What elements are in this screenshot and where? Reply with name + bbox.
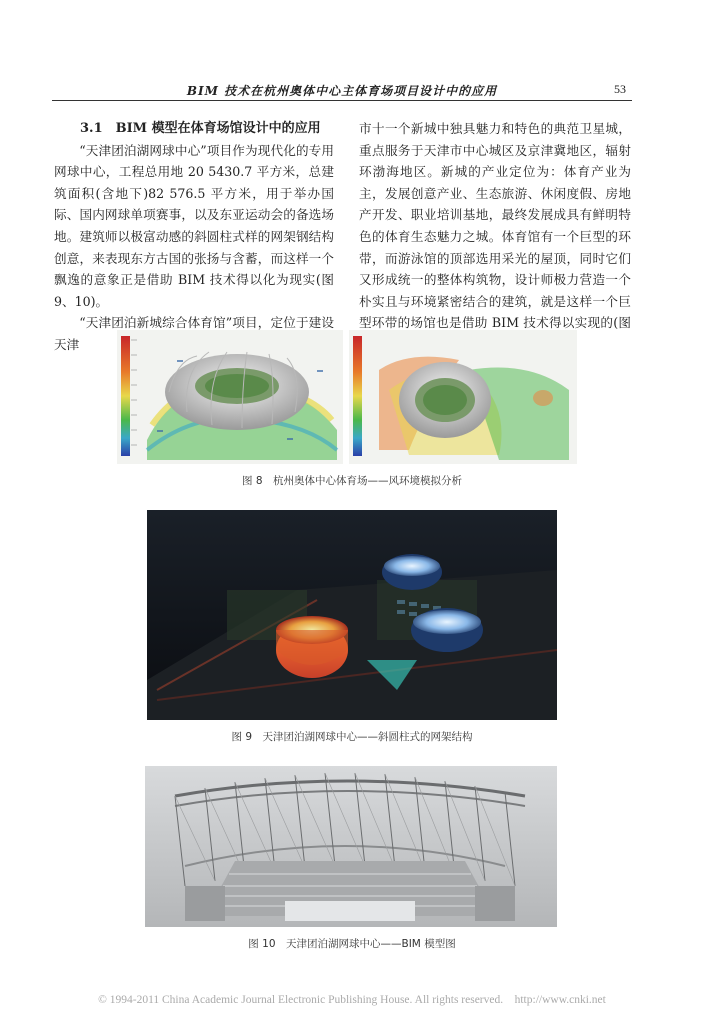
page-number: 53 [614,82,626,96]
small-arena-model [533,390,553,406]
color-legend-bar [353,336,362,456]
arena-large-orange [276,616,348,678]
tennis-center-night-render [147,510,557,720]
tennis-center-bim-model [145,766,557,927]
stadium-model [399,362,491,438]
left-column [54,118,334,356]
figure-9-caption: 图 9 天津团泊湖网球中心——斜圆柱式的网架结构 [231,731,473,743]
paragraph: “天津团泊新城综合体育馆”项目，定位于建设天津 [54,315,334,352]
figure-10-caption: 图 10 天津团泊湖网球中心——BIM 模型图 [248,938,456,950]
paragraph: 市十一个新城中独具魅力和特色的典范卫星城，重点服务于天津市中心城区及京津冀地区，辐射环渤海地区。新城的产业定位为：体育产业为主，发展创意产业、生态旅游、休闲度假、房地产开发、职业培训基地，最终发展成具有鲜明特色的体育生态魅力之城。体育馆有一个巨型的环带，而游泳馆的顶部选用采光的屋顶，同时它们又形成统一的整体构筑物，设计师极力营造一个朴实且与环境紧密结合的建筑，就是这样一个巨型环带的场馆也是借助 BIM 技术得以实现的(图 [359,121,631,331]
figure-10-image [145,766,557,927]
color-legend-bar [121,336,130,456]
arena-top-blue [382,554,442,590]
copyright-footer: © 1994-2011 China Academic Journal Electronic Publishing House. All rights reserved. http://www.cnki.net [98,994,606,1006]
figure-8-right-image [349,330,577,464]
running-header [52,82,632,101]
right-column [359,118,631,356]
figure-8-left-image [117,330,343,464]
figure-8-caption: 图 8 杭州奥体中心体育场——风环境模拟分析 [241,475,463,487]
paragraph: “天津团泊湖网球中心”项目作为现代化的专用网球中心，工程总用地 20 5430.7 平方米，总建筑面积(含地下)82 576.5 平方米，用于举办国际、国内网球单项赛事，以及东亚运动会的备选场地。建筑师以极富动感的斜圆柱式样的网架钢结构创意，来表现东方古国的张扬与含蓄，而这样一个飘逸的意象正是借助 BIM 技术得以化为现实(图 9、10)。 [54,142,334,309]
arena-right-blue [411,608,483,652]
section-heading: 3.1 BIM 模型在体育场馆设计中的应用 [80,121,321,136]
wind-simulation-right [349,330,577,464]
wind-simulation-left [117,330,343,464]
figure-9-image [147,510,557,720]
stadium-model [165,352,309,430]
running-title: BIM 技术在杭州奥体中心主体育场项目设计中的应用 [186,84,498,98]
